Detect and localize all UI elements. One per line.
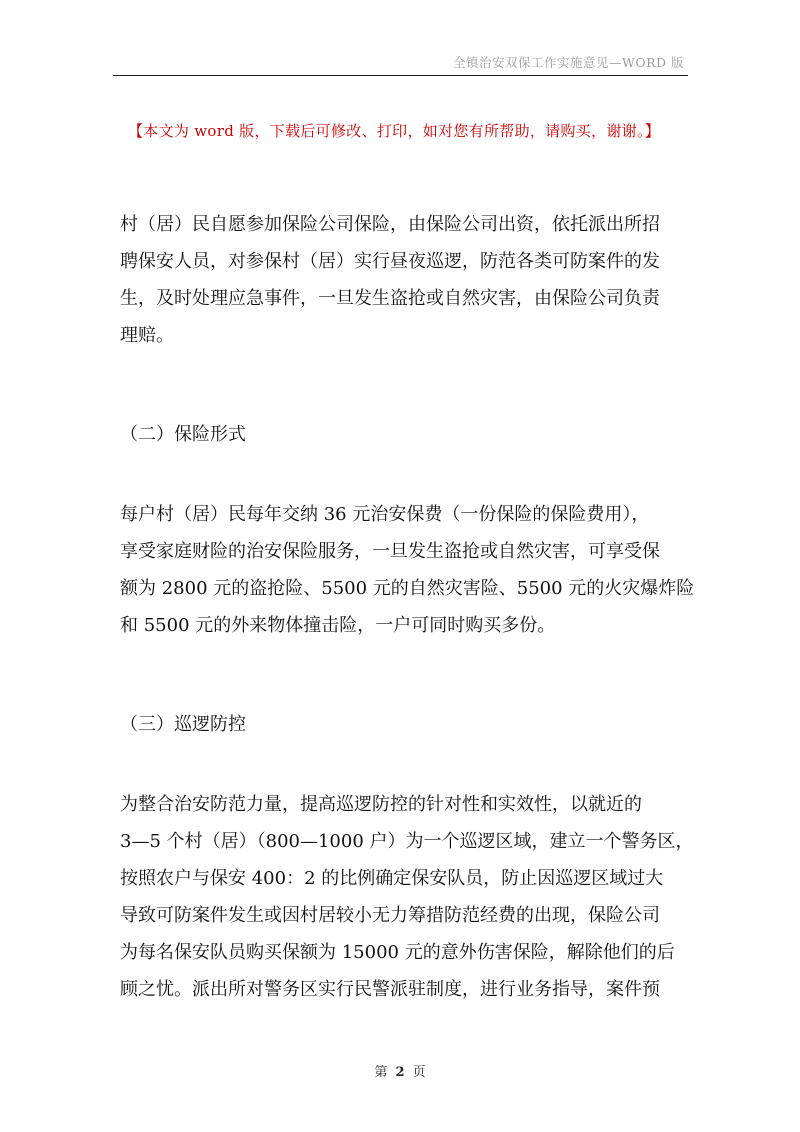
paragraph-line: 导致可防案件发生或因村居较小无力筹措防范经费的出现，保险公司 (120, 905, 660, 926)
paragraph-line: 为每名保安队员购买保额为 15000 元的意外伤害保险，解除他们的后 (120, 942, 675, 963)
paragraph-line: 3—5 个村（居）（800—1000 户）为一个巡逻区域，建立一个警务区， (120, 831, 694, 852)
paragraph-line: 理赔。 (120, 325, 174, 346)
paragraph-line: 每户村（居）民每年交纳 36 元治安保费（一份保险的保险费用）， (120, 504, 650, 525)
paragraph-patrol (120, 786, 692, 1008)
page-suffix: 页 (412, 1065, 426, 1080)
paragraph-line: 额为 2800 元的盗抢险、5500 元的自然灾害险、5500 元的火灾爆炸险 (120, 578, 695, 599)
paragraph-line: 享受家庭财险的治安保险服务，一旦发生盗抢或自然灾害，可享受保 (120, 541, 660, 562)
paragraph-line: 聘保安人员，对参保村（居）实行昼夜巡逻，防范各类可防案件的发 (120, 251, 660, 272)
header-divider (113, 75, 688, 76)
paragraph-line: 顾之忧。派出所对警务区实行民警派驻制度，进行业务指导，案件预 (120, 979, 660, 1000)
paragraph-line: 和 5500 元的外来物体撞击险，一户可同时购买多份。 (120, 615, 556, 636)
paragraph-line: 生，及时处理应急事件，一旦发生盗抢或自然灾害，由保险公司负责 (120, 288, 660, 309)
paragraph-line: 按照农户与保安 400：2 的比例确定保安队员，防止因巡逻区域过大 (120, 868, 664, 889)
purchase-notice: 【本文为 word 版，下载后可修改、打印，如对您有所帮助，请购买，谢谢。】 (128, 122, 661, 140)
section-heading-insurance-form: （二）保险形式 (120, 424, 246, 445)
page-number: 2 (395, 1065, 405, 1080)
header-title: 全镇治安双保工作实施意见—WORD 版 (452, 55, 684, 70)
paragraph-insurance-form (120, 496, 695, 644)
page-footer (0, 1061, 800, 1080)
page-prefix: 第 (374, 1065, 388, 1080)
section-heading-patrol: （三）巡逻防控 (120, 714, 246, 735)
paragraph-line: 为整合治安防范力量，提高巡逻防控的针对性和实效性，以就近的 (120, 794, 642, 815)
paragraph-insurance-intro (120, 206, 692, 354)
paragraph-line: 村（居）民自愿参加保险公司保险，由保险公司出资，依托派出所招 (120, 214, 660, 235)
